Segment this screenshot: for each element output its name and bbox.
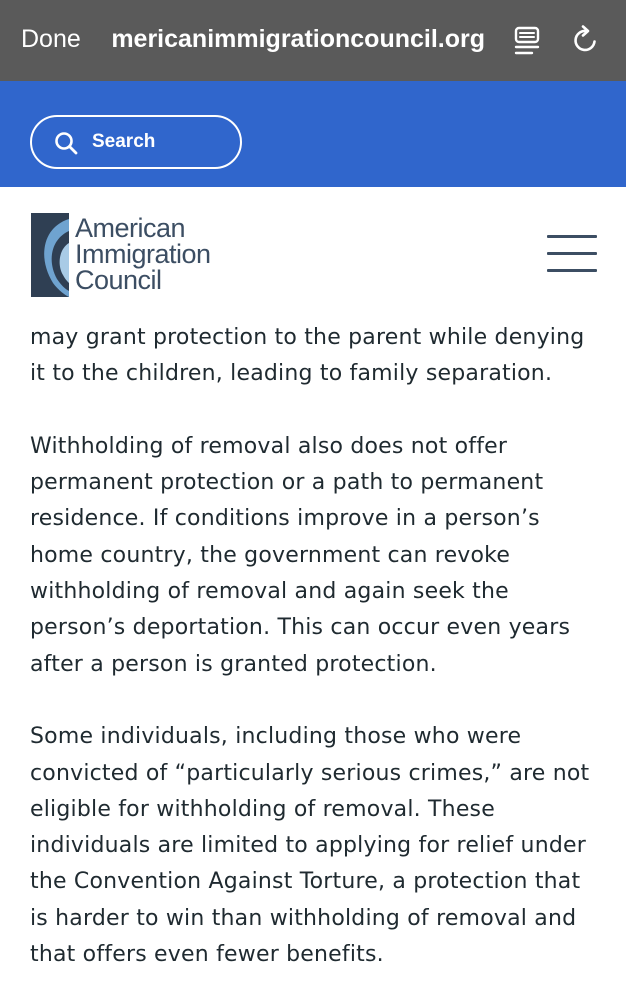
search-icon: [54, 131, 78, 155]
logo-line-2: Immigration: [75, 239, 211, 269]
article-body: [30, 320, 600, 1000]
logo-mark-icon: [31, 213, 69, 297]
reload-icon[interactable]: [570, 24, 602, 56]
search-button[interactable]: [30, 115, 242, 169]
site-logo[interactable]: [31, 213, 211, 297]
reader-mode-icon[interactable]: [512, 24, 542, 56]
logo-line-1: American: [75, 213, 186, 243]
article-paragraph: Withholding of removal also does not offer permanent protection or a path to permanent residence. If conditions improve in a person’s home country, the government can revoke withholding of removal and again seek the person’s deportation. This can occur even years after a person is granted protection.: [30, 433, 571, 677]
article-paragraph: may grant protection to the parent while denying it to the children, leading to family separation.: [30, 325, 585, 387]
site-header: [0, 187, 626, 307]
article-paragraph: Some individuals, including those who were convicted of “particularly serious crimes,” are not eligible for withholding of removal. These individuals are limited to applying for relief under the Convention Against Torture, a protection that is harder to win than withholding of removal and that offers even fewer benefits.: [30, 724, 590, 968]
logo-line-3: Council: [75, 265, 162, 295]
search-banner: [0, 81, 626, 187]
logo-text: [75, 215, 211, 293]
browser-toolbar: [0, 0, 626, 81]
address-bar[interactable]: [110, 22, 495, 58]
hamburger-menu-icon[interactable]: [547, 235, 597, 275]
url-text: mericanimmigrationcouncil.org: [111, 25, 485, 53]
done-button[interactable]: Done: [21, 25, 81, 53]
search-label: Search: [92, 131, 156, 152]
